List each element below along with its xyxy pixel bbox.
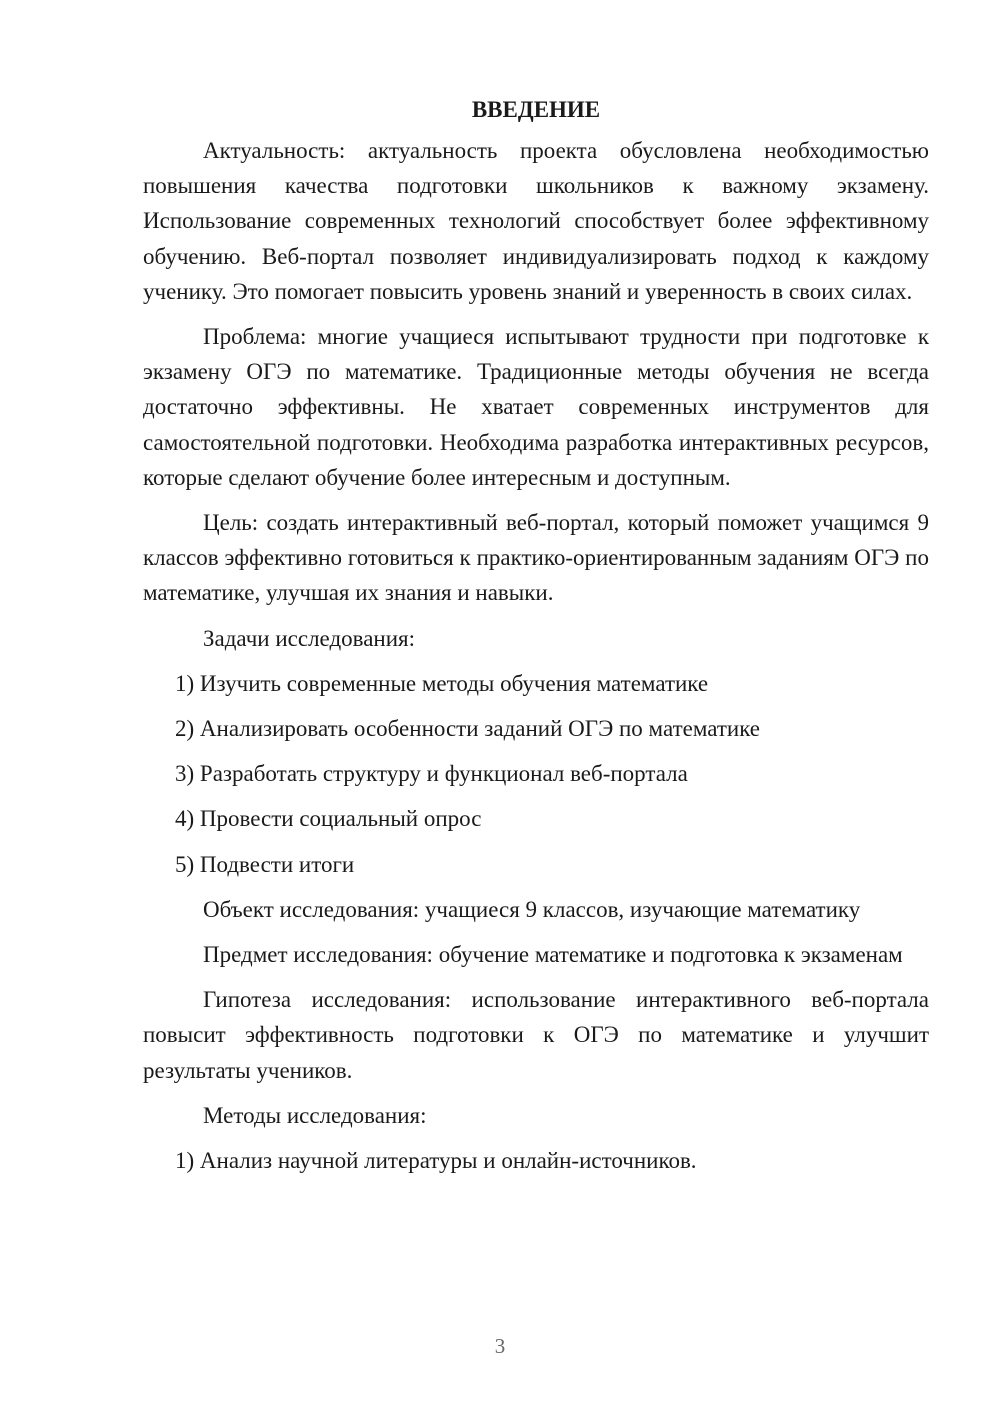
relevance-paragraph: Актуальность: актуальность проекта обусловлена необходимостью повышения качества подготовки школьников к важному экзамену. Использование современных технологий способствует более эффективному обучению. Веб-портал позволяет индивидуализировать подход к каждому ученику. Это помогает повысить уровень знаний и уверенность в своих силах. [143, 138, 929, 304]
page-number: 3 [494, 1334, 506, 1358]
object-paragraph: Объект исследования: учащиеся 9 классов, изучающие математику [203, 896, 861, 922]
task-item-4: 4) Провести социальный опрос [175, 806, 482, 832]
method-item-1: 1) Анализ научной литературы и онлайн-источников. [175, 1148, 697, 1174]
hypothesis-paragraph: Гипотеза исследования: использование интерактивного веб-портала повысит эффективность подготовки к ОГЭ по математике и улучшит результаты учеников. [143, 987, 929, 1083]
task-item-2: 2) Анализировать особенности заданий ОГЭ по математике [175, 716, 761, 742]
methods-heading: Методы исследования: [203, 1102, 427, 1128]
task-item-1: 1) Изучить современные методы обучения математике [175, 670, 709, 696]
problem-paragraph: Проблема: многие учащиеся испытывают трудности при подготовке к экзамену ОГЭ по математике. Традиционные методы обучения не всегда достаточно эффективны. Не хватает современных инструментов для самостоятельной подготовки. Необходима разработка интерактивных ресурсов, которые сделают обучение более интересным и доступным. [143, 324, 929, 490]
document-page [143, 95, 929, 1188]
goal-paragraph: Цель: создать интерактивный веб-портал, который поможет учащимся 9 классов эффективно готовиться к практико-ориентированным заданиям ОГЭ по математике, улучшая их знания и навыки. [143, 510, 929, 606]
subject-paragraph: Предмет исследования: обучение математике и подготовка к экзаменам [203, 942, 903, 968]
tasks-heading: Задачи исследования: [203, 625, 416, 651]
section-heading: ВВЕДЕНИЕ [471, 97, 601, 122]
task-item-5: 5) Подвести итоги [175, 851, 355, 877]
task-item-3: 3) Разработать структуру и функционал веб-портала [175, 761, 688, 787]
